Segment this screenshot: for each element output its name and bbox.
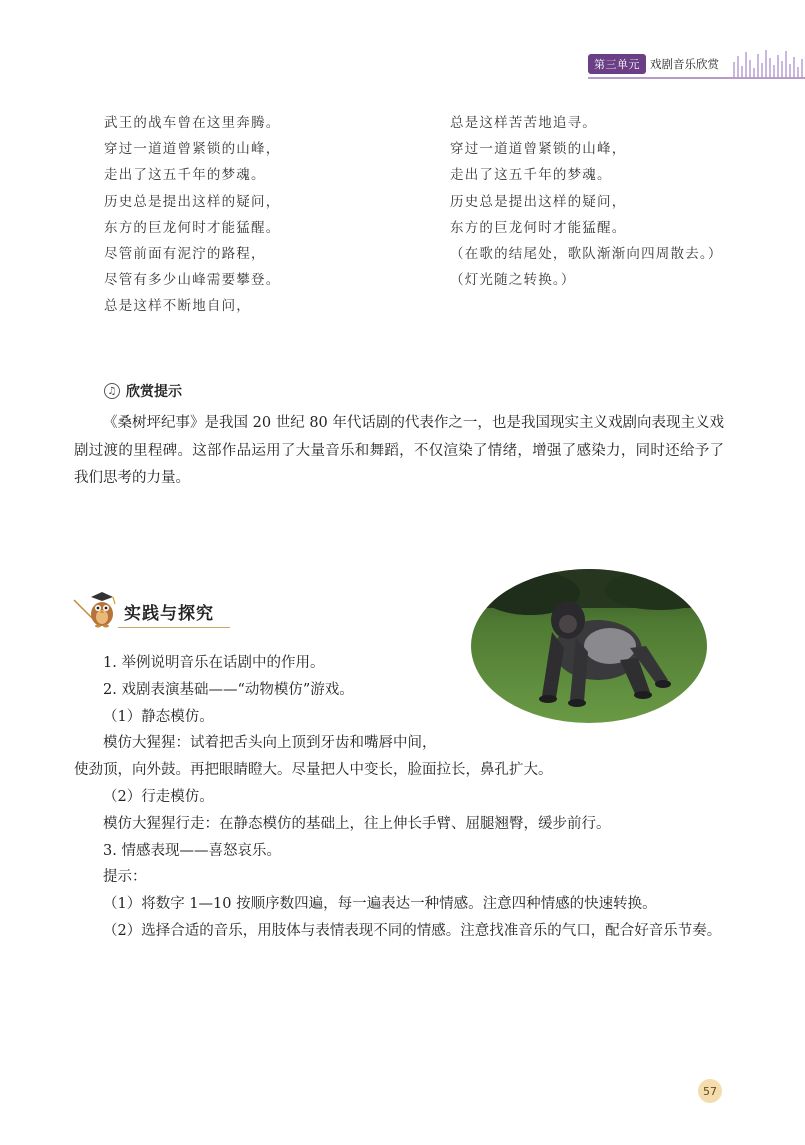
practice-item: 提示： — [103, 869, 147, 886]
lyric-line: 东方的巨龙何时才能猛醒。 — [450, 219, 627, 236]
practice-title: 实践与探究 — [124, 604, 214, 624]
practice-item: 使劲顶，向外鼓。再把眼睛瞪大。尽量把人中变长，脸面拉长，鼻孔扩大。 — [74, 762, 553, 779]
unit-header — [588, 52, 719, 76]
equalizer-decoration-icon — [732, 48, 805, 78]
practice-item: 3. 情感表现——喜怒哀乐。 — [103, 842, 281, 859]
unit-label: 第三单元 — [588, 54, 646, 74]
header-divider — [588, 77, 805, 79]
practice-item: 1. 举例说明音乐在话剧中的作用。 — [103, 655, 325, 671]
appreciation-title: 欣赏提示 — [126, 384, 182, 400]
practice-item: 模仿大猩猩：试着把舌头向上顶到牙齿和嘴唇中间， — [103, 735, 437, 752]
stage-direction: （在歌的结尾处，歌队渐渐向四周散去。） — [450, 246, 723, 263]
lyric-line: 武王的战车曾在这里奔腾。 — [104, 115, 281, 131]
lyric-line: 历史总是提出这样的疑问， — [104, 193, 281, 210]
practice-item: （2）选择合适的音乐，用肢体与表情表现不同的情感。注意找准音乐的气口，配合好音乐节奏。 — [103, 922, 722, 939]
practice-title-underline — [118, 627, 230, 628]
lyrics-right-column — [450, 110, 723, 293]
lyric-line: 总是这样苦苦地追寻。 — [450, 115, 597, 131]
practice-item: （1）将数字 1—10 按顺序数四遍，每一遍表达一种情感。注意四种情感的快速转换。 — [103, 896, 657, 913]
unit-title: 戏剧音乐欣赏 — [650, 57, 719, 71]
lyrics-left-column — [104, 110, 280, 320]
practice-item: （2）行走模仿。 — [103, 788, 214, 805]
lyric-line: 走出了这五千年的梦魂。 — [450, 167, 612, 184]
lyric-line: 总是这样不断地自问， — [104, 298, 251, 315]
owl-scholar-icon — [72, 588, 124, 628]
practice-item: 模仿大猩猩行走：在静态模仿的基础上，往上伸长手臂、屈腿翘臀，缓步前行。 — [103, 815, 611, 832]
lyric-line: 尽管前面有泥泞的路程， — [104, 246, 266, 263]
appreciation-paragraph: 《桑树坪纪事》是我国 20 世纪 80 年代话剧的代表作之一，也是我国现实主义戏剧向表现主义戏剧过渡的里程碑。这部作品运用了大量音乐和舞蹈，不仅渲染了情绪，增强了感染力，同时还给予了我们思考的力量。 — [74, 415, 724, 486]
music-note-icon: ♫ — [104, 383, 120, 399]
practice-content — [74, 650, 734, 945]
lyric-line: 穿过一道道曾紧锁的山峰， — [450, 141, 627, 158]
lyric-line: 穿过一道道曾紧锁的山峰， — [104, 141, 281, 158]
practice-heading — [72, 588, 214, 628]
lyric-line: 走出了这五千年的梦魂。 — [104, 167, 266, 184]
lyric-line: 历史总是提出这样的疑问， — [450, 193, 627, 210]
practice-item: （1）静态模仿。 — [103, 708, 214, 725]
lyric-line: 东方的巨龙何时才能猛醒。 — [104, 219, 281, 236]
practice-item: 2. 戏剧表演基础——“动物模仿”游戏。 — [103, 681, 354, 698]
stage-direction: （灯光随之转换。） — [450, 272, 576, 289]
page-number: 57 — [698, 1079, 722, 1103]
appreciation-heading — [104, 381, 182, 401]
lyric-line: 尽管有多少山峰需要攀登。 — [104, 272, 281, 289]
